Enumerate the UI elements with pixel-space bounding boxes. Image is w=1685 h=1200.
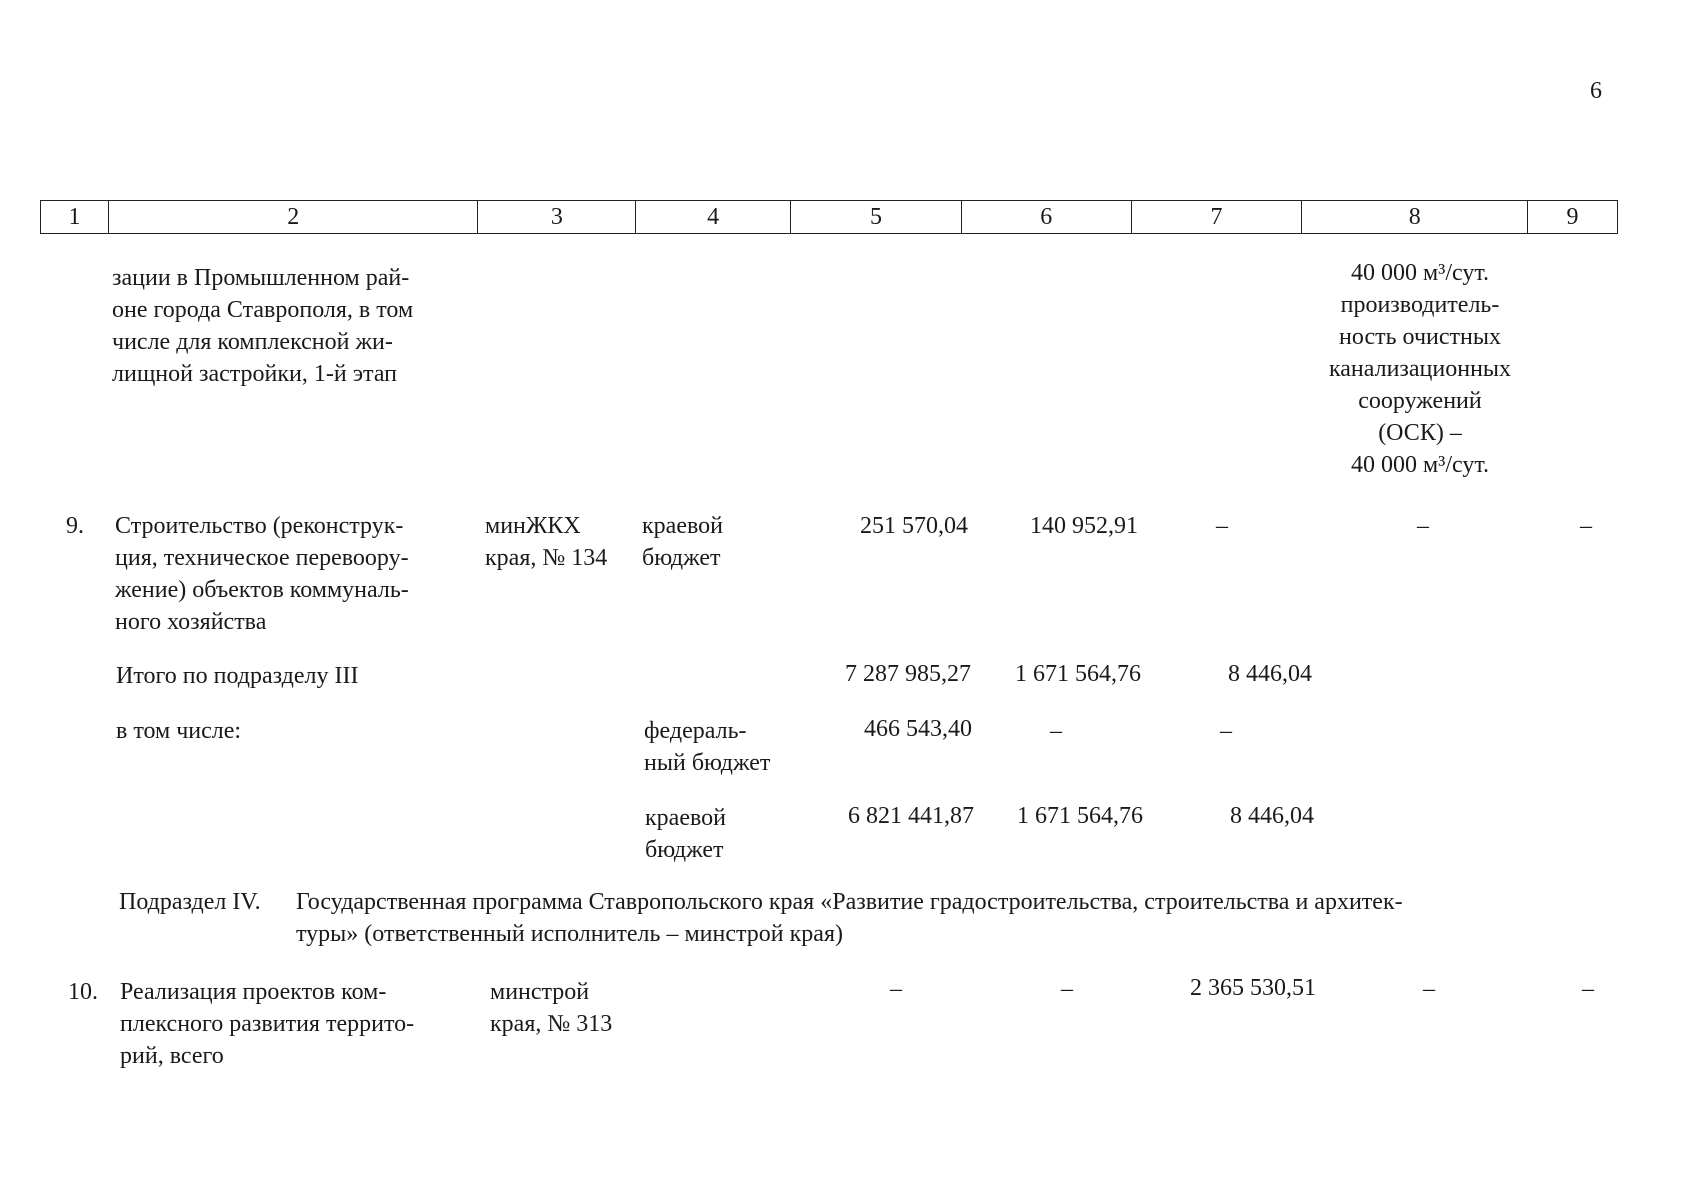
regional-source: краевой бюджет <box>645 805 726 863</box>
total-III-label: Итого по подразделу III <box>116 663 359 689</box>
row9-col7: – <box>1216 513 1228 539</box>
subsection-IV-line2: туры» (ответственный исполнитель – минстрой края) <box>296 921 843 947</box>
header-col-5: 5 <box>791 201 962 233</box>
row10-number: 10. <box>68 979 98 1005</box>
row9-executor: минЖКХ края, № 134 <box>485 513 608 571</box>
federal-col6: – <box>1050 718 1062 744</box>
row10-name: Реализация проектов ком- плексного развития террито- рий, всего <box>120 979 415 1069</box>
header-col-2: 2 <box>109 201 479 233</box>
row10-col7: 2 365 530,51 <box>1190 975 1316 1001</box>
header-col-1: 1 <box>41 201 109 233</box>
regional-col6: 1 671 564,76 <box>1017 803 1143 829</box>
header-col-4: 4 <box>636 201 791 233</box>
header-col-6: 6 <box>962 201 1132 233</box>
row9-number: 9. <box>66 513 84 539</box>
subsection-IV-line1: Государственная программа Ставропольского края «Развитие градостроительства, строительства и архитек- <box>296 889 1403 915</box>
federal-col7: – <box>1220 718 1232 744</box>
table-header-row <box>40 200 1618 234</box>
page-number: 6 <box>1590 78 1602 104</box>
header-col-9: 9 <box>1566 204 1579 230</box>
including-label: в том числе: <box>116 718 242 744</box>
total-III-col6: 1 671 564,76 <box>1015 661 1141 687</box>
row9-col9: – <box>1580 513 1592 539</box>
federal-col5: 466 543,40 <box>864 716 972 742</box>
row10-col6: – <box>1061 976 1073 1002</box>
regional-col7: 8 446,04 <box>1230 803 1314 829</box>
header-col-3: 3 <box>478 201 636 233</box>
total-III-col7: 8 446,04 <box>1228 661 1312 687</box>
row9-col5: 251 570,04 <box>860 513 968 539</box>
continuation-col8: 40 000 м³/сут. производитель- ность очистных канализационных сооружений (ОСК) – 40 000 м³/сут. <box>1328 260 1512 478</box>
federal-source: федераль- ный бюджет <box>644 718 771 776</box>
continuation-name: зации в Промышленном рай- оне города Ставрополя, в том числе для комплексной жи- лищной застройки, 1-й этап <box>112 265 414 387</box>
row10-col5: – <box>890 976 902 1002</box>
regional-col5: 6 821 441,87 <box>848 803 974 829</box>
row10-col9: – <box>1582 976 1594 1002</box>
row9-name: Строительство (реконструк- ция, техническое перевоору- жение) объектов коммуналь- ного хозяйства <box>115 513 409 635</box>
row10-col8: – <box>1423 976 1435 1002</box>
row9-source: краевой бюджет <box>642 513 723 571</box>
total-III-col5: 7 287 985,27 <box>845 661 971 687</box>
row9-col8: – <box>1417 513 1429 539</box>
row9-col6: 140 952,91 <box>1030 513 1138 539</box>
row10-executor: минстрой края, № 313 <box>490 979 613 1037</box>
header-col-8: 8 <box>1302 201 1528 233</box>
header-col-7: 7 <box>1132 201 1303 233</box>
subsection-IV-prefix: Подраздел IV. <box>119 889 261 915</box>
